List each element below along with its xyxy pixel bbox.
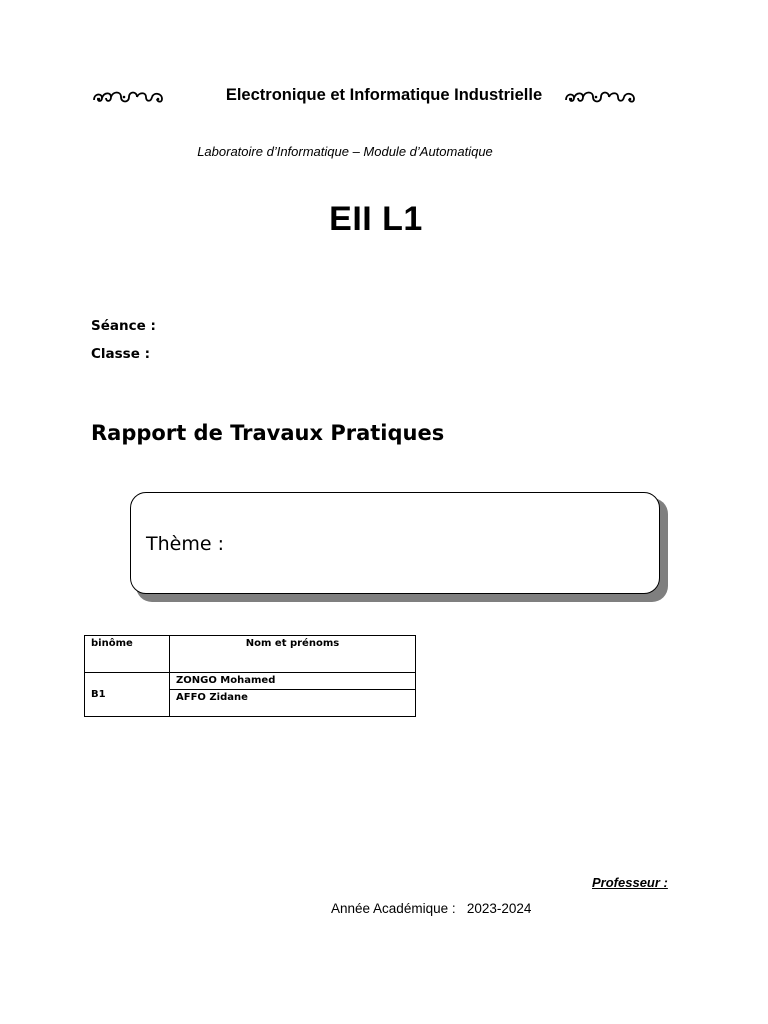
academic-year-label: Année Académique : (331, 901, 456, 916)
institution-title: Electronique et Informatique Industrielle (225, 86, 543, 104)
seance-label: Séance : (91, 318, 156, 334)
academic-year (331, 901, 531, 916)
theme-box (130, 492, 660, 594)
classe-label: Classe : (91, 346, 150, 362)
header-binome: binôme (85, 636, 170, 673)
binome-table (84, 635, 416, 717)
class-title: EII L1 (329, 200, 423, 238)
theme-label: Thème : (146, 533, 224, 555)
lab-subtitle: Laboratoire d’Informatique – Module d’Automatique (197, 144, 493, 159)
academic-year-value: 2023-2024 (466, 901, 532, 916)
table-header-row (85, 636, 416, 673)
member-name: ZONGO Mohamed (170, 673, 416, 690)
header-nom-prenoms: Nom et prénoms (170, 636, 416, 673)
group-cell: B1 (85, 673, 170, 717)
member-name: AFFO Zidane (170, 690, 416, 717)
report-title: Rapport de Travaux Pratiques (91, 421, 445, 445)
table-row (85, 673, 416, 690)
professeur-label: Professeur : (592, 875, 668, 890)
decorative-ornament-right (563, 88, 639, 106)
